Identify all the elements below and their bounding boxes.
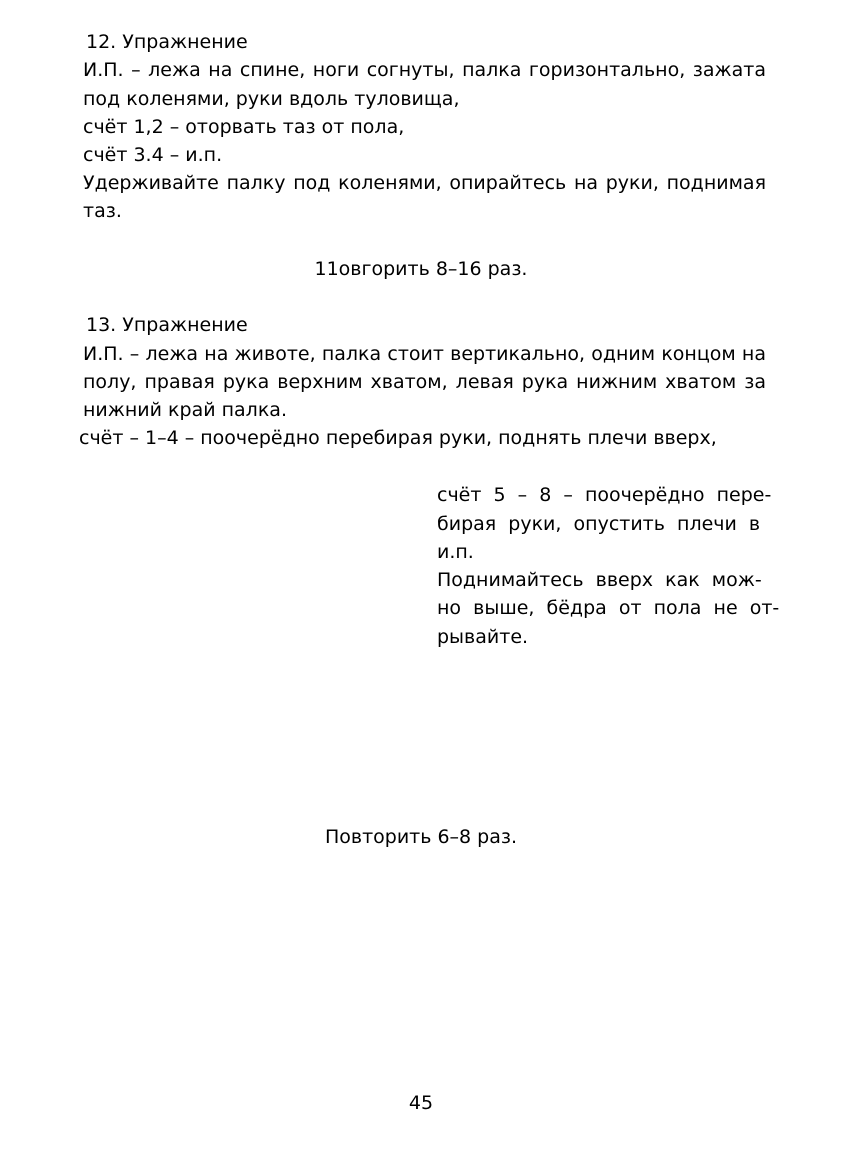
exercise-13-line-2: полу, правая рука верхним хватом, левая рука нижним хватом за xyxy=(83,371,766,393)
exercise-13-right-line-2: бирая руки, опустить плечи в xyxy=(437,513,761,535)
exercise-13-line-1: И.П. – лежа на животе, палка стоит вертикально, одним концом на xyxy=(83,343,766,365)
exercise-13-line-3: нижний край палка. xyxy=(83,399,287,421)
exercise-13-heading: 13. Упражнение xyxy=(86,314,248,336)
exercise-13-right-line-6: рывайте. xyxy=(437,626,529,648)
exercise-12-repeat: 11овгорить 8–16 раз. xyxy=(314,258,528,280)
exercise-13-right-line-4: Поднимайтесь вверх как мож- xyxy=(437,569,762,591)
exercise-12-line-2: под коленями, руки вдоль туловища, xyxy=(83,88,460,110)
exercise-13-right-line-3: и.п. xyxy=(437,541,474,563)
page-number: 45 xyxy=(408,1092,434,1114)
exercise-12-heading: 12. Упражнение xyxy=(86,31,248,53)
exercise-12-line-4: счёт 3.4 – и.п. xyxy=(83,144,223,166)
exercise-12-line-1: И.П. – лежа на спине, ноги согнуты, палка горизонтально, зажата xyxy=(83,59,766,81)
exercise-13-right-line-5: но выше, бёдра от пола не от- xyxy=(437,597,780,619)
exercise-13-right-line-1: счёт 5 – 8 – поочерёдно пере- xyxy=(437,484,772,506)
exercise-12-line-5: Удерживайте палку под коленями, опирайтесь на руки, поднимая xyxy=(83,172,766,194)
exercise-12-line-3: счёт 1,2 – оторвать таз от пола, xyxy=(83,116,405,138)
exercise-13-repeat: Повторить 6–8 раз. xyxy=(324,826,518,848)
exercise-13-line-4: счёт – 1–4 – поочерёдно перебирая руки, поднять плечи вверх, xyxy=(79,427,717,449)
exercise-12-line-6: таз. xyxy=(83,200,122,222)
